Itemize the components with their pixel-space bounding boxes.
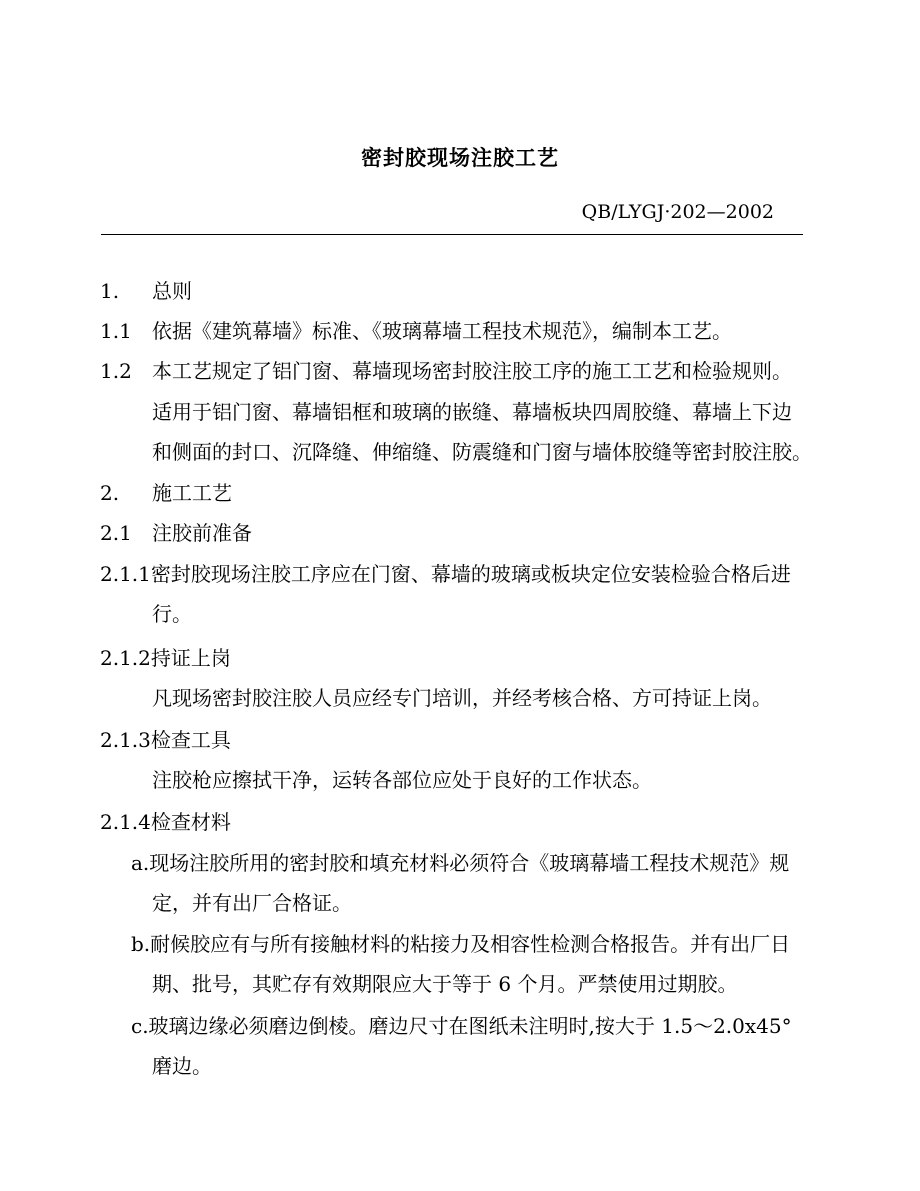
item-text: 磨边。 <box>152 1054 212 1078</box>
item-text: c.玻璃边缘必须磨边倒棱。磨边尺寸在图纸未注明时,按大于 1.5～2.0x45° <box>131 1014 792 1038</box>
clause-text: 适用于铝门窗、幕墙铝框和玻璃的嵌缝、幕墙板块四周胶缝、幕墙上下边 <box>152 400 792 424</box>
clause-text: 本工艺规定了铝门窗、幕墙现场密封胶注胶工序的施工工艺和检验规则。 <box>152 359 792 383</box>
item-text: a.现场注胶所用的密封胶和填充材料必须符合《玻璃幕墙工程技术规范》规 <box>131 851 790 875</box>
document-title: 密封胶现场注胶工艺 <box>361 146 559 170</box>
clause-text: 凡现场密封胶注胶人员应经专门培训，并经考核合格、方可持证上岗。 <box>152 686 772 710</box>
item-text: 期、批号，其贮存有效期限应大于等于 6 个月。严禁使用过期胶。 <box>152 972 738 996</box>
clause-text: 注胶枪应擦拭干净，运转各部位应处于良好的工作状态。 <box>152 768 652 792</box>
clause-2-1-2: 2.1.2持证上岗 <box>100 646 231 670</box>
clause-2-1-4: 2.1.4检查材料 <box>100 810 231 834</box>
clause-text: 和侧面的封口、沉降缝、伸缩缝、防震缝和门窗与墙体胶缝等密封胶注胶。 <box>152 440 812 464</box>
section-number: 1. <box>100 279 120 303</box>
clause-text: 行。 <box>152 602 192 626</box>
section-text: 总则 <box>152 279 192 303</box>
clause-number: 1.2 <box>100 359 132 383</box>
section-text: 施工工艺 <box>152 481 232 505</box>
clause-number: 2.1 <box>100 521 132 545</box>
clause-2-1-3: 2.1.3检查工具 <box>100 728 231 752</box>
clause-text: 依据《建筑幕墙》标准、《玻璃幕墙工程技术规范》，编制本工艺。 <box>152 319 732 343</box>
clause-2-1-1: 2.1.1密封胶现场注胶工序应在门窗、幕墙的玻璃或板块定位安装检验合格后进 <box>100 562 791 586</box>
clause-number: 1.1 <box>100 319 132 343</box>
clause-text: 注胶前准备 <box>152 521 252 545</box>
header-rule <box>101 234 803 235</box>
item-text: b.耐候胶应有与所有接触材料的粘接力及相容性检测合格报告。并有出厂日 <box>131 932 791 956</box>
item-text: 定，并有出厂合格证。 <box>152 891 352 915</box>
section-number: 2. <box>100 481 120 505</box>
document-code: QB/LYGJ·202—2002 <box>581 201 774 223</box>
